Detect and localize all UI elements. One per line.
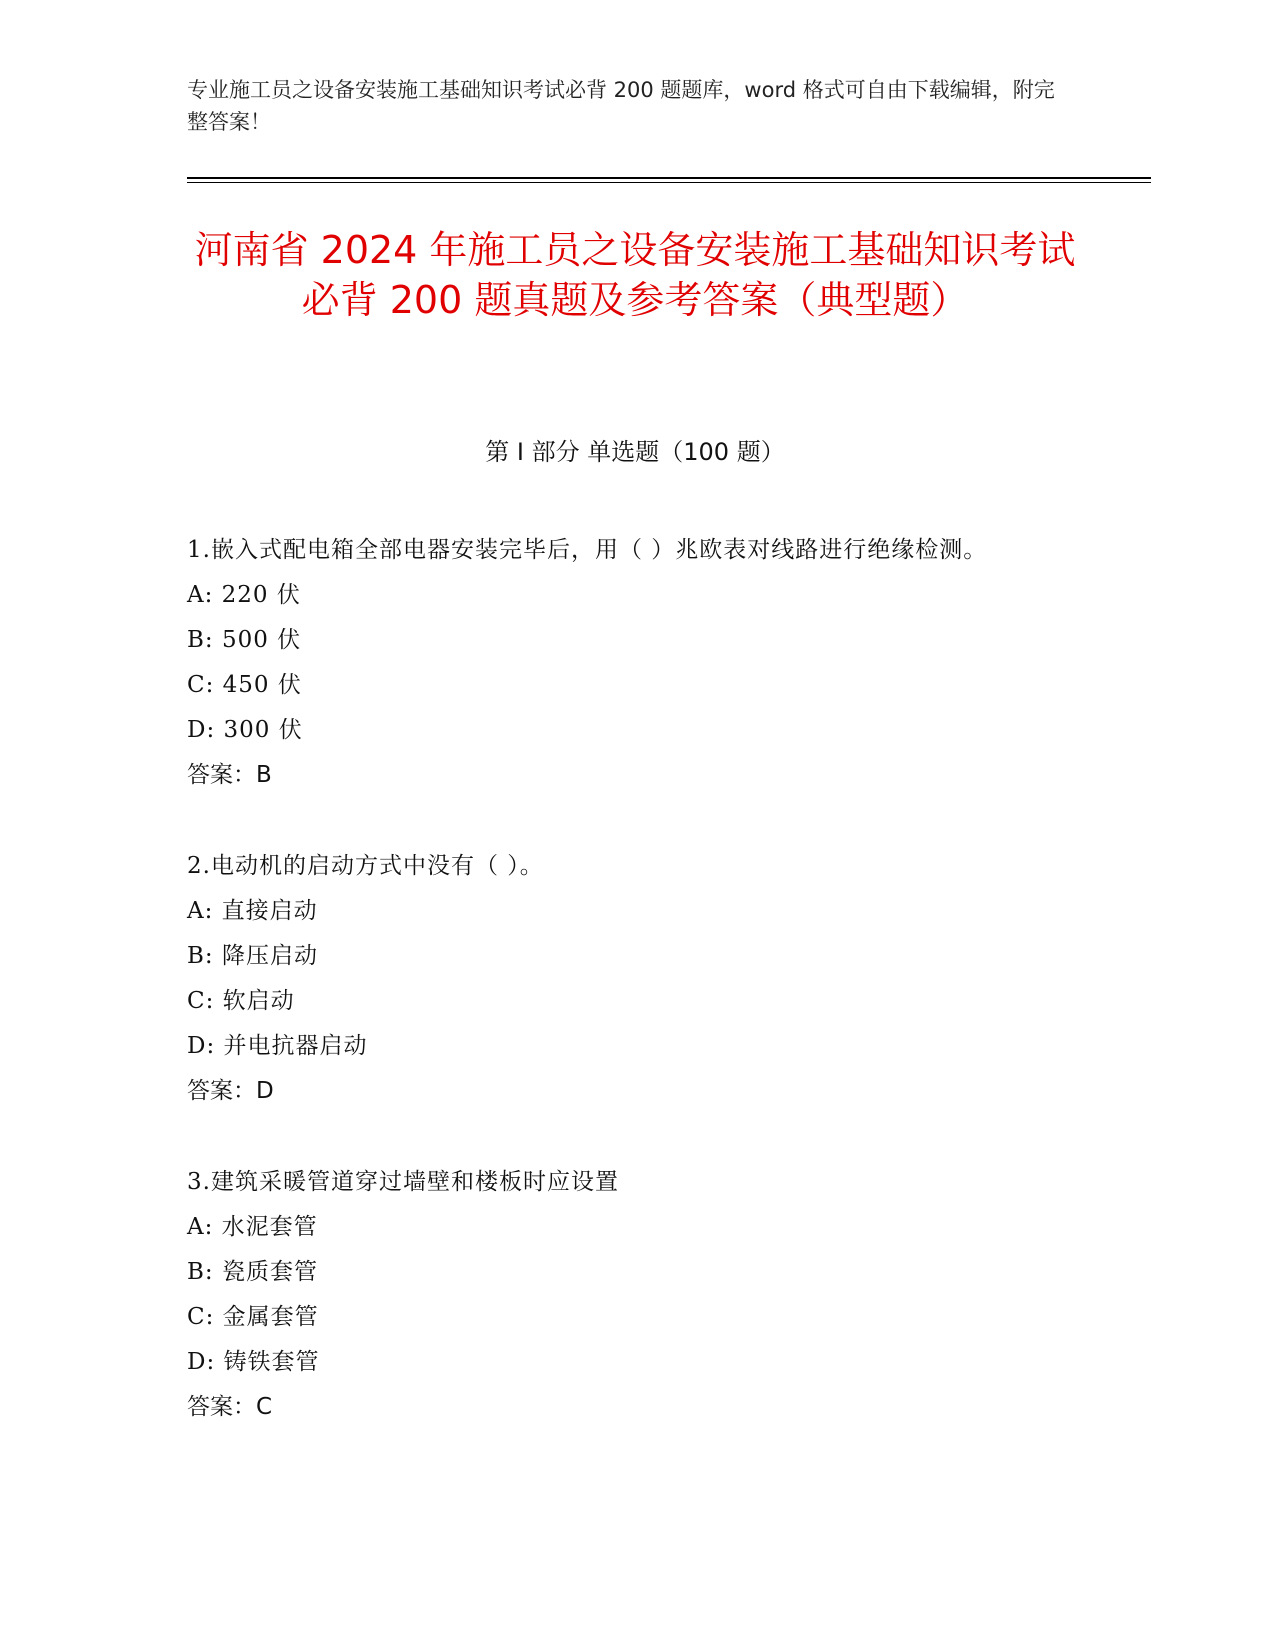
question-stem: 2.电动机的启动方式中没有（ ）。 — [187, 853, 544, 879]
question-2 — [187, 844, 1087, 1114]
answer-line: 答案：B — [187, 762, 272, 788]
question-list — [187, 528, 1087, 1476]
question-stem: 1.嵌入式配电箱全部电器安装完毕后，用（ ）兆欧表对线路进行绝缘检测。 — [187, 537, 988, 563]
option-a: A: 直接启动 — [187, 898, 318, 924]
answer-line: 答案：D — [187, 1078, 274, 1104]
option-b: B: 瓷质套管 — [187, 1259, 318, 1285]
option-c: C: 450 伏 — [187, 672, 302, 698]
question-stem: 3.建筑采暖管道穿过墙壁和楼板时应设置 — [187, 1169, 619, 1195]
option-a: A: 水泥套管 — [187, 1214, 318, 1240]
document-title: 河南省 2024 年施工员之设备安装施工基础知识考试必背 200 题真题及参考答案（典型题） — [194, 228, 1076, 322]
option-c: C: 软启动 — [187, 988, 295, 1014]
option-b: B: 500 伏 — [187, 627, 302, 653]
option-d: D: 300 伏 — [187, 717, 303, 743]
question-1 — [187, 528, 1087, 798]
header-rule-thick — [187, 177, 1151, 179]
section-heading: 第 I 部分 单选题（100 题） — [485, 438, 785, 466]
question-3 — [187, 1160, 1087, 1430]
answer-line: 答案：C — [187, 1394, 273, 1420]
option-b: B: 降压启动 — [187, 943, 318, 969]
option-d: D: 并电抗器启动 — [187, 1033, 368, 1059]
option-d: D: 铸铁套管 — [187, 1349, 320, 1375]
header-note: 专业施工员之设备安装施工基础知识考试必背 200 题题库，word 格式可自由下载编辑，附完整答案！ — [187, 78, 1055, 134]
header-rule-thin — [187, 182, 1151, 183]
option-a: A: 220 伏 — [187, 582, 301, 608]
option-c: C: 金属套管 — [187, 1304, 319, 1330]
